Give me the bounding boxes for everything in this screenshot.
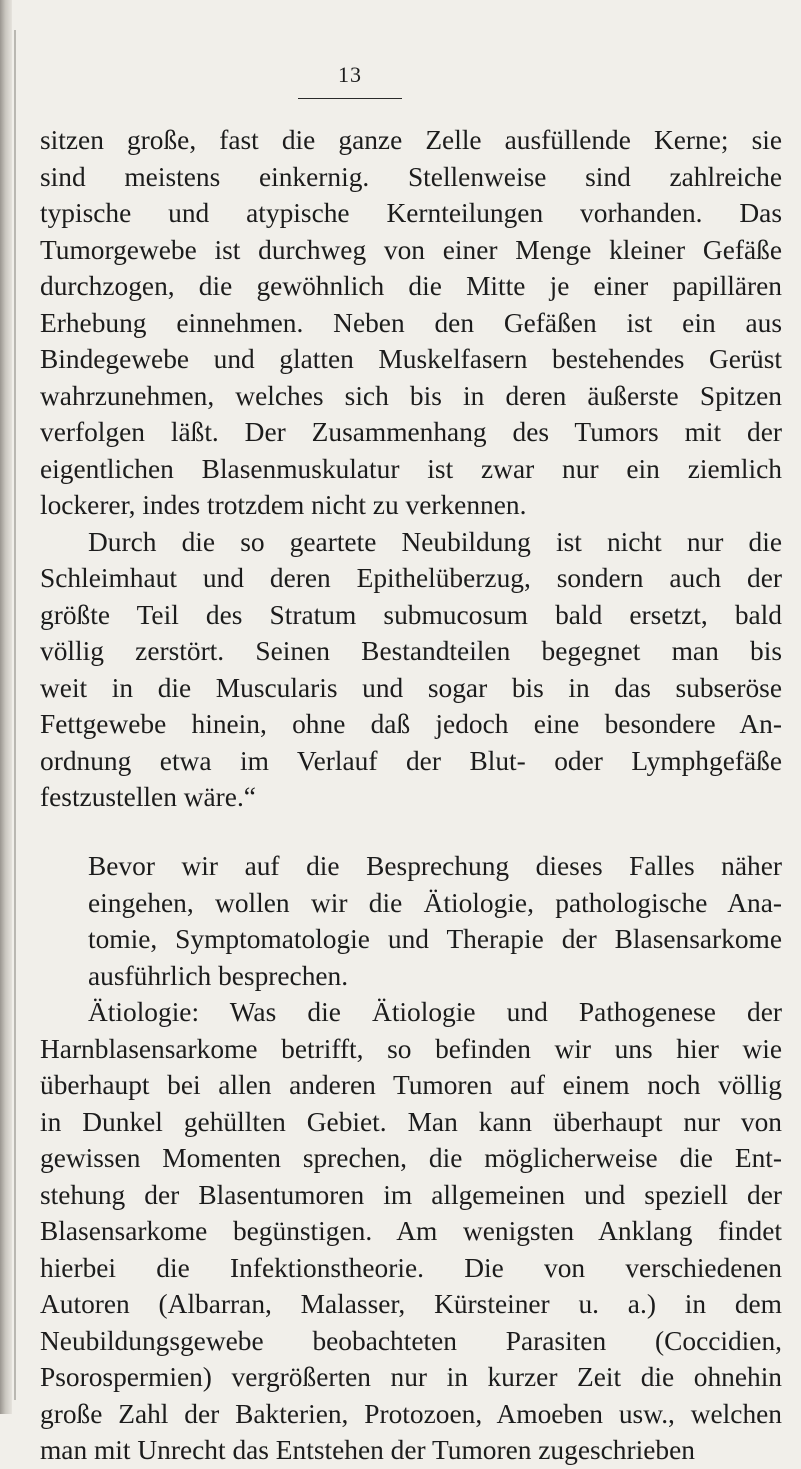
text-block-lower [40,848,782,1469]
text-line: ordnung etwa im Verlauf der Blut- oder Lymphgefäße [40,745,782,776]
text-line: Durch die so geartete Neubildung ist nicht nur die [88,526,782,557]
text-line: hierbei die Infektionstheorie. Die von verschiedenen [40,1252,782,1283]
text-line: eigentlichen Blasenmuskulatur ist zwar nur ein ziemlich [40,453,782,484]
text-line: völlig zerstört. Seinen Bestandteilen begegnet man bis [40,636,782,666]
text-line: sind meistens einkernig. Stellenweise sind zahlreiche [40,161,782,192]
text-line: größte Teil des Stratum submucosum bald ersetzt, bald [40,599,782,630]
text-line: stehung der Blasentumoren im allgemeinen und speziell der [40,1179,782,1210]
text-line: lockerer, indes trotzdem nicht zu verkennen. [40,490,527,520]
text-line: Neubildungsgewebe beobachteten Parasiten (Coccidien, [40,1325,782,1356]
text-line: Bindegewebe und glatten Muskelfasern bestehendes Gerüst [40,344,782,374]
text-line: festzustellen wäre.“ [40,782,256,812]
binding-shadow-line [14,30,16,1400]
text-line: Ätiologie: Was die Ätiologie und Pathogenese der [88,997,782,1027]
header-rule [298,98,402,99]
text-line: typische und atypische Kernteilungen vorhanden. Das [40,198,782,228]
text-line: Blasensarkome begünstigen. Am wenigsten Anklang findet [40,1216,782,1246]
text-line: Tumorgewebe ist durchweg von einer Menge kleiner Gefäße [40,234,782,265]
text-line: wahrzunehmen, welches sich bis in deren äußerste Spitzen [40,380,782,411]
text-line: verfolgen läßt. Der Zusammenhang des Tumors mit der [40,417,782,447]
text-line: Psorospermien) vergrößerten nur in kurzer Zeit die ohnehin [40,1362,782,1392]
text-line: eingehen, wollen wir die Ätiologie, pathologische Ana- [88,887,782,918]
page-binding-edge [0,0,12,1414]
text-block-upper [40,122,782,816]
text-line: durchzogen, die gewöhnlich die Mitte je einer papillären [40,271,782,301]
paragraph-p1 [40,122,782,524]
text-line: Autoren (Albarran, Malasser, Kürsteiner u. a.) in dem [40,1289,782,1319]
paragraph-p2 [40,524,782,816]
text-line: weit in die Muscularis und sogar bis in das subseröse [40,672,782,703]
text-line: Erhebung einnehmen. Neben den Gefäßen ist ein aus [40,307,782,338]
paragraph-p4 [40,994,782,1469]
text-line: Schleimhaut und deren Epithelüberzug, sondern auch der [40,563,782,593]
text-line: ausführlich besprechen. [88,960,349,991]
text-line: gewissen Momenten sprechen, die möglicherweise die Ent- [40,1143,782,1173]
text-line: Harnblasensarkome betrifft, so befinden wir uns hier wie [40,1033,782,1064]
text-line: Fettgewebe hinein, ohne daß jedoch eine besondere An- [40,709,782,739]
text-line: Bevor wir auf die Besprechung dieses Falles näher [88,851,782,881]
text-line: in Dunkel gehüllten Gebiet. Man kann überhaupt nur von [40,1106,782,1137]
text-line: überhaupt bei allen anderen Tumoren auf einem noch völlig [40,1070,782,1100]
text-line: große Zahl der Bakterien, Protozoen, Amoeben usw., welchen [40,1398,782,1429]
text-line: tomie, Symptomatologie und Therapie der Blasensarkome [88,924,782,954]
text-line: man mit Unrecht das Entstehen der Tumoren zugeschrieben [40,1435,695,1465]
paragraph-p3 [40,848,782,994]
text-line: sitzen große, fast die ganze Zelle ausfüllende Kerne; sie [40,125,782,155]
page-number: 13 [338,62,362,87]
